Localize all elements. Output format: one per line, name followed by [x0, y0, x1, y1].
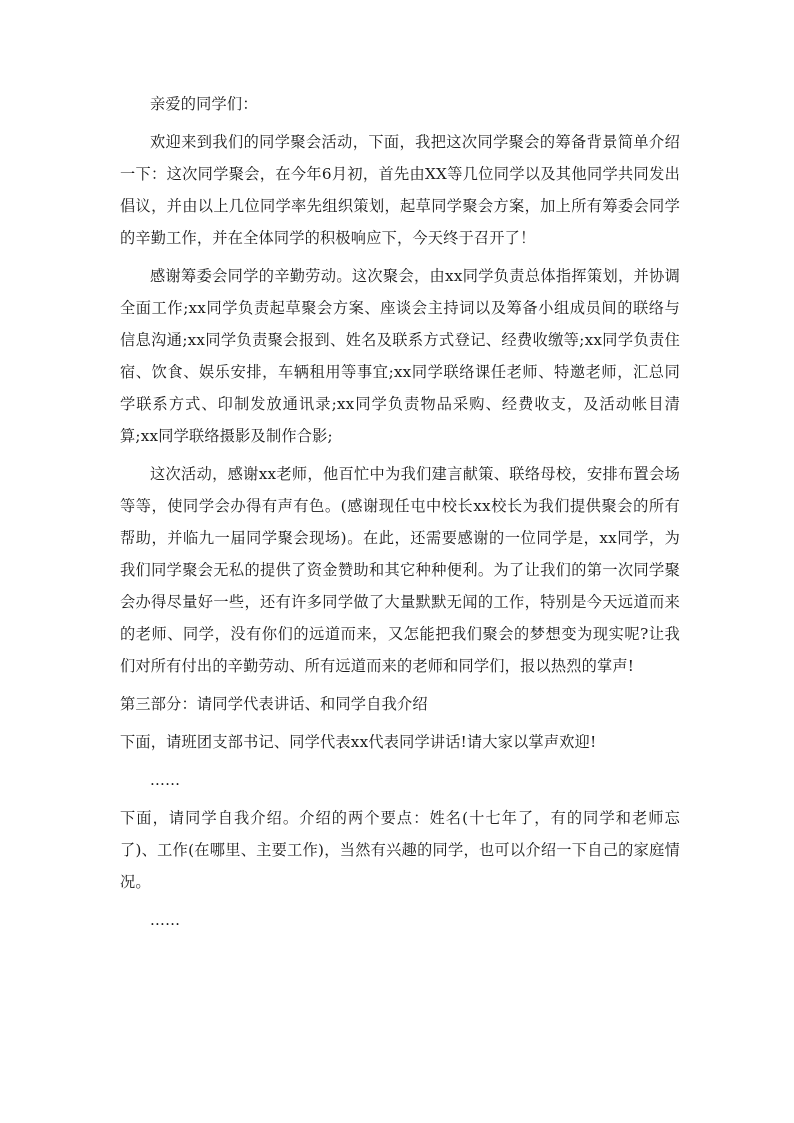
- ellipsis-1: ......: [150, 771, 181, 789]
- ellipsis-2: ......: [150, 911, 181, 929]
- section-heading: 第三部分：请同学代表讲话、和同学自我介绍: [120, 695, 428, 713]
- paragraph-background: 欢迎来到我们的同学聚会活动，下面，我把这次同学聚会的筹备背景简单介绍一下：这次同学聚会，在今年6月初，首先由XX等几位同学以及其他同学共同发出倡议，并由以上几位同学率先组织策划，起草同学聚会方案，加上所有筹委会同学的辛勤工作，并在全体同学的积极响应下，今天终于召开了！: [120, 133, 680, 247]
- paragraph-self-intro: 下面，请同学自我介绍。介绍的两个要点：姓名(十七年了，有的同学和老师忘了)、工作(在哪里、主要工作)，当然有兴趣的同学，也可以介绍一下自己的家庭情况。: [120, 809, 680, 891]
- document-page: [120, 88, 680, 936]
- paragraph-thanks-committee: 感谢筹委会同学的辛勤劳动。这次聚会，由xx同学负责总体指挥策划，并协调全面工作;xx同学负责起草聚会方案、座谈会主持词以及筹备小组成员间的联络与信息沟通;xx同学负责聚会报到、姓名及联系方式登记、经费收缴等;xx同学负责住宿、饮食、娱乐安排，车辆租用等事宜;xx同学联络课任老师、特邀老师，汇总同学联系方式、印制发放通讯录;xx同学负责物品采购、经费收支，及活动帐目清算;xx同学联络摄影及制作合影;: [120, 267, 680, 445]
- paragraph-thanks-teachers: 这次活动，感谢xx老师，他百忙中为我们建言献策、联络母校，安排布置会场等等，使同学会办得有声有色。(感谢现任屯中校长xx校长为我们提供聚会的所有帮助，并临九一届同学聚会现场)。在此，还需要感谢的一位同学是，xx同学，为我们同学聚会无私的提供了资金赞助和其它种种便利。为了让我们的第一次同学聚会办得尽量好一些，还有许多同学做了大量默默无闻的工作，特别是今天远道而来的老师、同学，没有你们的远道而来，又怎能把我们聚会的梦想变为现实呢?让我们对所有付出的辛勤劳动、所有远道而来的老师和同学们，报以热烈的掌声!: [120, 465, 680, 675]
- paragraph-speech: 下面，请班团支部书记、同学代表xx代表同学讲话!请大家以掌声欢迎!: [120, 733, 597, 751]
- greeting: 亲爱的同学们：: [150, 95, 258, 113]
